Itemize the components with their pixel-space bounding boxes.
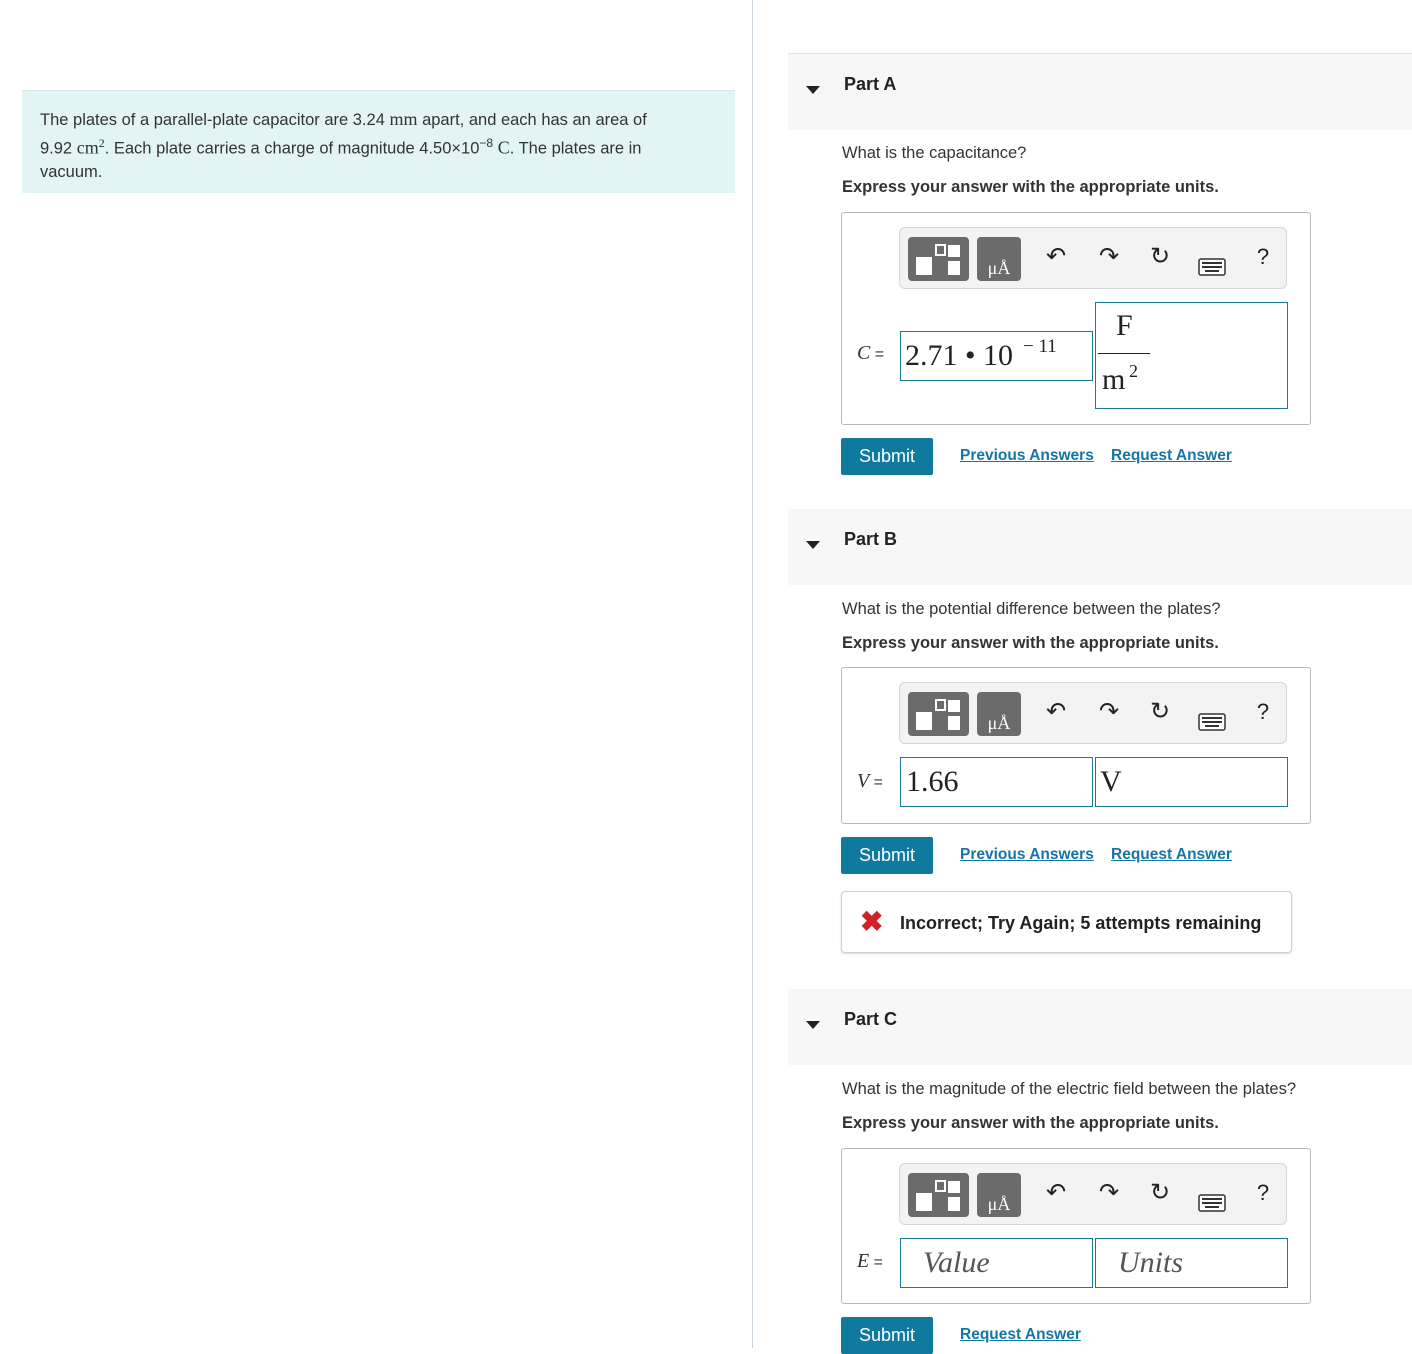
help-icon[interactable]: ?: [1256, 244, 1270, 269]
units-button[interactable]: [977, 692, 1021, 736]
units-button[interactable]: [977, 237, 1021, 281]
part-b-feedback: [841, 891, 1292, 953]
problem-text: The plates of a parallel-plate capacitor are 3.24 mm apart, and each has an area of 9.92 $cm^2$. Each plate carries a charge of magnitude $4.50\times 10^{-8}$ C. The plates are in vacuum.: [40, 109, 647, 181]
unit-denominator: m: [1102, 363, 1126, 396]
part-a-unit-input[interactable]: [1095, 302, 1288, 409]
part-a-instruction: Express your answer with the appropriate units.: [842, 178, 1219, 196]
part-b-previous-answers-link[interactable]: Previous Answers: [960, 846, 1094, 863]
redo-icon[interactable]: ↷: [1098, 698, 1120, 725]
part-a-value-exponent: − 11: [1023, 336, 1057, 357]
undo-icon[interactable]: ↶: [1045, 243, 1067, 270]
part-a-question: What is the capacitance?: [842, 144, 1027, 162]
templates-icon: [908, 237, 969, 281]
part-a-toolbar: [899, 227, 1287, 289]
templates-icon: [908, 692, 969, 736]
part-a-value-input[interactable]: [900, 331, 1093, 381]
part-c-question: What is the magnitude of the electric field between the plates?: [842, 1080, 1297, 1098]
templates-icon: [908, 1173, 969, 1217]
column-divider: [752, 0, 753, 1348]
reset-icon[interactable]: ↻: [1149, 698, 1171, 725]
part-c-unit-input[interactable]: [1095, 1238, 1288, 1288]
part-a-previous-answers-link[interactable]: Previous Answers: [960, 447, 1094, 464]
incorrect-icon: ✖: [860, 906, 884, 937]
part-b-variable-label: V =: [857, 770, 884, 792]
part-c-instruction: Express your answer with the appropriate units.: [842, 1114, 1219, 1132]
keyboard-icon[interactable]: [1198, 1194, 1226, 1212]
part-a-variable-label: C =: [857, 342, 885, 364]
part-b-header[interactable]: [788, 509, 1412, 585]
part-b-unit: V: [1100, 765, 1122, 798]
feedback-message: Incorrect; Try Again; 5 attempts remaining: [900, 913, 1262, 933]
reset-icon[interactable]: ↻: [1149, 243, 1171, 270]
problem-statement: [22, 90, 735, 193]
fraction-bar: [1098, 353, 1150, 354]
part-a-request-answer-link[interactable]: Request Answer: [1111, 447, 1232, 464]
units-button-label: μÅ: [987, 1194, 1011, 1214]
part-c-title: Part C: [844, 1009, 898, 1029]
reset-icon[interactable]: ↻: [1149, 1179, 1171, 1206]
collapse-triangle-icon[interactable]: [806, 541, 820, 549]
collapse-triangle-icon[interactable]: [806, 86, 820, 94]
part-a-value-mantissa: 2.71 • 10: [905, 339, 1014, 372]
part-a-header[interactable]: [788, 53, 1412, 130]
part-c-submit-button[interactable]: Submit: [841, 1317, 933, 1354]
part-b-toolbar: [899, 682, 1287, 744]
redo-icon[interactable]: ↷: [1098, 243, 1120, 270]
part-a-submit-button[interactable]: Submit: [841, 438, 933, 475]
part-b-value: 1.66: [906, 765, 959, 798]
value-placeholder: Value: [923, 1246, 990, 1279]
undo-icon[interactable]: ↶: [1045, 698, 1067, 725]
part-c-toolbar: [899, 1163, 1287, 1225]
templates-button[interactable]: [908, 1173, 969, 1217]
collapse-triangle-icon[interactable]: [806, 1021, 820, 1029]
keyboard-icon[interactable]: [1198, 258, 1226, 276]
part-b-question: What is the potential difference between the plates?: [842, 600, 1221, 618]
units-button-label: μÅ: [987, 713, 1011, 733]
part-b-title: Part B: [844, 529, 898, 549]
units-placeholder: Units: [1118, 1246, 1184, 1279]
part-c-variable-label: E =: [857, 1250, 884, 1272]
help-icon[interactable]: ?: [1256, 1180, 1270, 1205]
units-button-label: μÅ: [987, 258, 1011, 278]
part-c-value-input[interactable]: [900, 1238, 1093, 1288]
part-c-request-answer-link[interactable]: Request Answer: [960, 1326, 1081, 1343]
help-icon[interactable]: ?: [1256, 699, 1270, 724]
part-c-header[interactable]: [788, 989, 1412, 1065]
part-b-unit-input[interactable]: [1095, 757, 1288, 807]
templates-button[interactable]: [908, 692, 969, 736]
redo-icon[interactable]: ↷: [1098, 1179, 1120, 1206]
unit-denominator-exponent: 2: [1129, 361, 1138, 381]
part-b-instruction: Express your answer with the appropriate units.: [842, 634, 1219, 652]
unit-numerator: F: [1116, 309, 1133, 342]
undo-icon[interactable]: ↶: [1045, 1179, 1067, 1206]
keyboard-icon[interactable]: [1198, 713, 1226, 731]
templates-button[interactable]: [908, 237, 969, 281]
units-button[interactable]: [977, 1173, 1021, 1217]
part-b-request-answer-link[interactable]: Request Answer: [1111, 846, 1232, 863]
part-a-title: Part A: [844, 74, 897, 94]
part-b-submit-button[interactable]: Submit: [841, 837, 933, 874]
part-b-value-input[interactable]: [900, 757, 1093, 807]
